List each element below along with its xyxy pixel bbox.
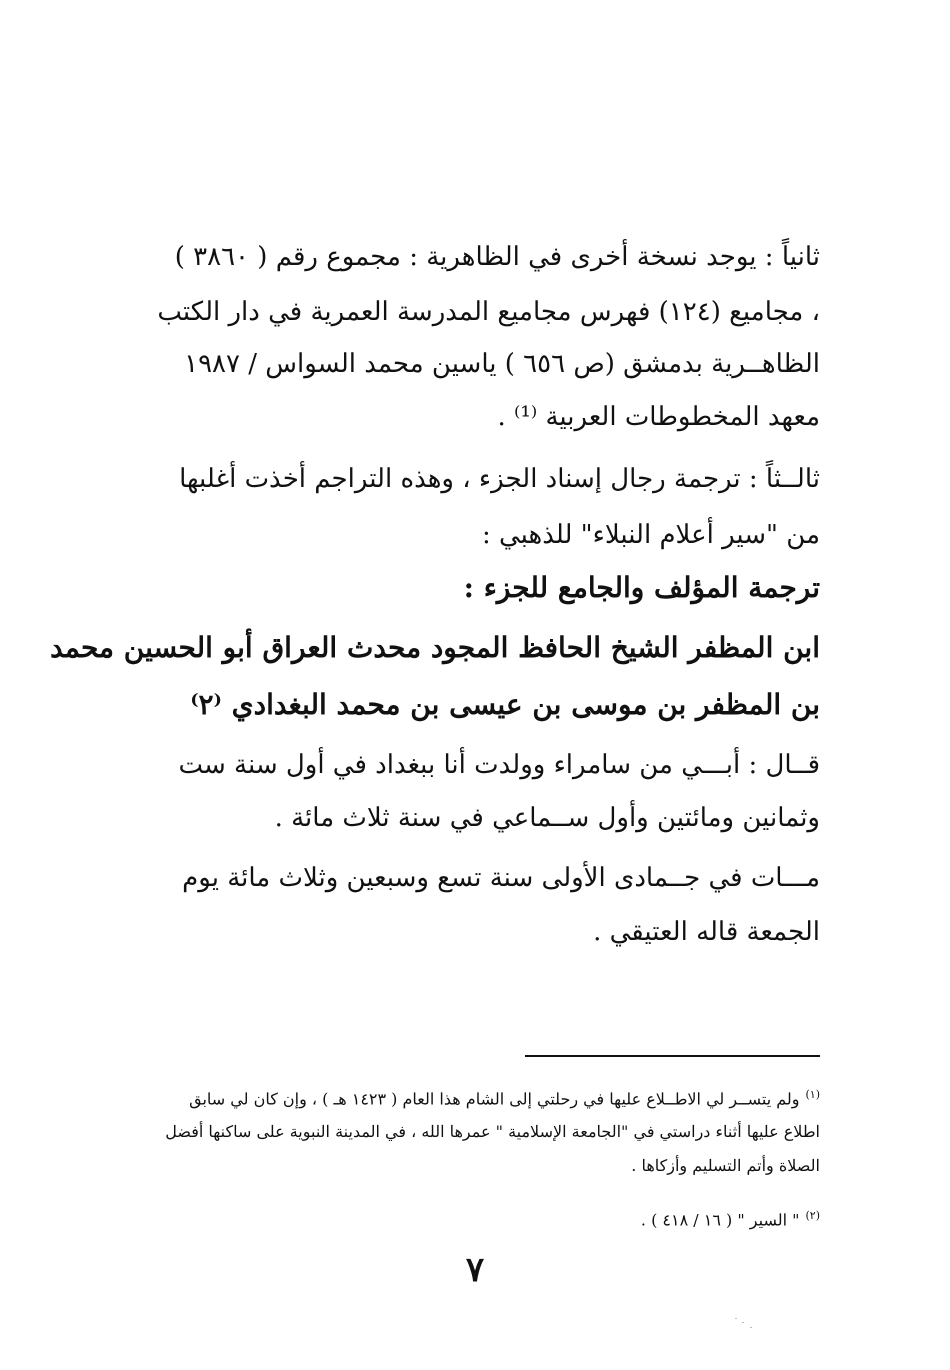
scan-speck (735, 1318, 737, 1319)
bio-line: ابن المظفر الشيخ الحافظ المجود محدث العراق أبو الحسين محمد (50, 631, 820, 664)
footnote-text: ولم يتســر لي الاطــلاع عليها في رحلتي إلى الشام هذا العام ( ١٤٢٣ هـ ) ، وإن كان لي سابق (189, 1089, 800, 1109)
paragraph-line: من "سير أعلام النبلاء" للذهبي : (481, 520, 820, 550)
scan-speck (750, 1327, 752, 1328)
footnote-separator (525, 1055, 820, 1057)
paragraph-line: ، مجاميع (١٢٤) فهرس مجاميع المدرسة العمرية في دار الكتب (157, 297, 820, 327)
paragraph-line: قــال : أبـــي من سامراء وولدت أنا ببغداد في أول سنة ست (178, 750, 820, 780)
footnote-line (165, 1203, 820, 1233)
section-heading: ترجمة المؤلف والجامع للجزء : (463, 571, 820, 604)
footnote-mark: (٢) (805, 1209, 820, 1222)
footnote-line (165, 1082, 820, 1112)
scan-speck (742, 1322, 744, 1323)
paragraph-line: معهد المخطوطات العربية ⁽¹⁾ . (497, 402, 820, 432)
paragraph-line: الظاهــرية بدمشق (ص ٦٥٦ ) ياسين محمد السواس / ١٩٨٧ (184, 349, 820, 379)
footnote-line: الصلاة وأتم التسليم وأزكاها . (631, 1156, 820, 1175)
footnote-mark: (١) (805, 1088, 820, 1101)
page-number: ٧ (465, 1250, 485, 1290)
paragraph-line: ثالــثاً : ترجمة رجال إسناد الجزء ، وهذه التراجم أخذت أغلبها (179, 464, 820, 494)
bio-line: بن المظفر بن موسى بن عيسى بن محمد البغدادي ⁽٢⁾ (190, 688, 820, 721)
paragraph-line: مـــات في جــمادى الأولى سنة تسع وسبعين وثلاث مائة يوم (182, 863, 820, 893)
footnote-text: " السير " ( ١٦ / ٤١٨ ) . (640, 1210, 800, 1230)
paragraph-line: وثمانين ومائتين وأول ســماعي في سنة ثلاث مائة . (274, 803, 820, 833)
paragraph-line: الجمعة قاله العتيقي . (593, 917, 820, 947)
paragraph-line: ثانياً : يوجد نسخة أخرى في الظاهرية : مجموع رقم ( ٣٨٦٠ ) (174, 242, 820, 272)
footnote-line: اطلاع عليها أثناء دراستي في "الجامعة الإسلامية " عمرها الله ، في المدينة النبوية على ساكنها أفضل (165, 1122, 820, 1141)
